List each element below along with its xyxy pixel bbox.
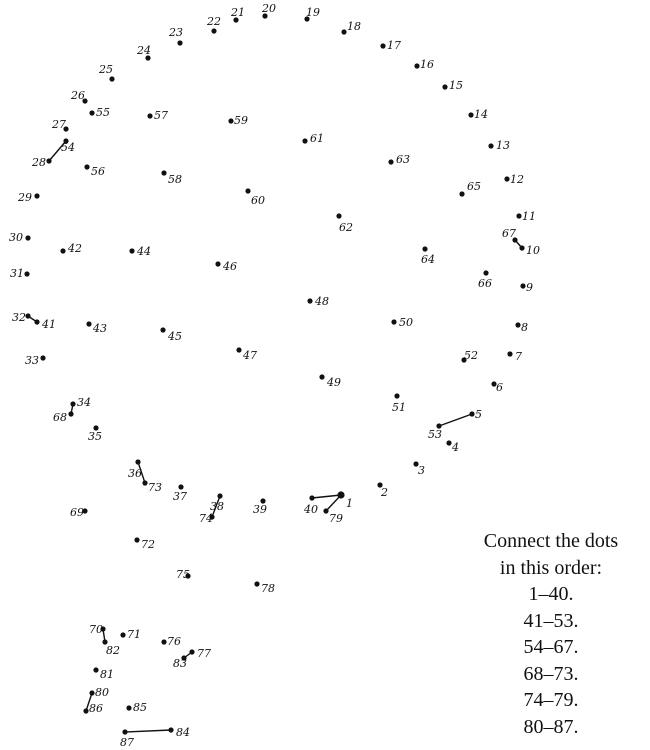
dot-marker[interactable] bbox=[336, 213, 341, 218]
dot-marker[interactable] bbox=[178, 484, 183, 489]
dot-53[interactable] bbox=[428, 423, 442, 441]
dot-17[interactable] bbox=[380, 39, 401, 52]
dot-78[interactable] bbox=[254, 581, 275, 595]
dot-number-label: 38 bbox=[210, 500, 224, 513]
dot-marker[interactable] bbox=[25, 313, 30, 318]
dot-27[interactable] bbox=[51, 118, 69, 132]
dot-number-label: 14 bbox=[474, 108, 488, 121]
dot-47[interactable] bbox=[236, 347, 257, 362]
dot-29[interactable] bbox=[17, 191, 40, 204]
dot-marker[interactable] bbox=[147, 113, 152, 118]
dot-18[interactable] bbox=[341, 20, 361, 35]
dot-marker[interactable] bbox=[160, 327, 165, 332]
dot-number-label: 73 bbox=[148, 481, 162, 494]
dot-61[interactable] bbox=[302, 132, 324, 145]
dot-marker[interactable] bbox=[302, 138, 307, 143]
dot-marker[interactable] bbox=[388, 159, 393, 164]
dot-41[interactable] bbox=[34, 318, 56, 331]
dot-45[interactable] bbox=[160, 327, 182, 343]
dot-marker[interactable] bbox=[391, 319, 396, 324]
dot-marker[interactable] bbox=[483, 270, 488, 275]
dot-marker[interactable] bbox=[177, 40, 182, 45]
dot-3[interactable] bbox=[413, 461, 425, 477]
dot-number-label: 68 bbox=[53, 411, 67, 424]
dot-55[interactable] bbox=[89, 106, 110, 119]
dot-4[interactable] bbox=[446, 440, 459, 454]
dot-39[interactable] bbox=[253, 498, 267, 516]
dot-marker[interactable] bbox=[93, 667, 98, 672]
dot-6[interactable] bbox=[491, 381, 503, 394]
dot-marker[interactable] bbox=[25, 235, 30, 240]
dot-number-label: 80 bbox=[95, 686, 109, 699]
dot-number-label: 37 bbox=[173, 490, 187, 503]
dot-63[interactable] bbox=[388, 153, 410, 166]
dot-marker[interactable] bbox=[70, 401, 75, 406]
dot-number-label: 41 bbox=[42, 318, 56, 331]
dot-number-label: 74 bbox=[199, 512, 213, 525]
segment-1-40 bbox=[312, 495, 341, 498]
dot-number-label: 19 bbox=[306, 6, 320, 19]
dot-number-label: 26 bbox=[71, 89, 85, 102]
dot-marker[interactable] bbox=[468, 112, 473, 117]
dot-8[interactable] bbox=[515, 321, 528, 334]
dot-number-label: 39 bbox=[253, 503, 267, 516]
dot-56[interactable] bbox=[84, 164, 105, 178]
dot-76[interactable] bbox=[161, 635, 181, 648]
dot-5[interactable] bbox=[469, 408, 482, 421]
dot-marker[interactable] bbox=[488, 143, 493, 148]
dot-number-label: 10 bbox=[526, 244, 540, 257]
dot-33[interactable] bbox=[25, 354, 46, 367]
dot-11[interactable] bbox=[516, 210, 536, 223]
dot-15[interactable] bbox=[442, 79, 463, 92]
dot-number-label: 65 bbox=[467, 180, 481, 193]
dot-9[interactable] bbox=[520, 281, 533, 294]
dot-marker[interactable] bbox=[217, 493, 222, 498]
instructions-heading-line-1: Connect the dots bbox=[483, 530, 619, 552]
dot-number-label: 60 bbox=[251, 194, 265, 207]
dot-31[interactable] bbox=[10, 267, 30, 280]
dot-marker[interactable] bbox=[109, 76, 114, 81]
dot-number-label: 72 bbox=[141, 538, 155, 551]
dot-number-label: 16 bbox=[420, 58, 434, 71]
dot-marker[interactable] bbox=[515, 322, 520, 327]
dot-26[interactable] bbox=[70, 89, 88, 104]
dot-number-label: 78 bbox=[261, 582, 275, 595]
dot-marker[interactable] bbox=[84, 164, 89, 169]
dot-marker[interactable] bbox=[161, 170, 166, 175]
instructions-heading-line-2: in this order: bbox=[499, 556, 603, 579]
dot-marker[interactable] bbox=[40, 355, 45, 360]
dot-43[interactable] bbox=[86, 321, 107, 335]
dot-marker[interactable] bbox=[469, 411, 474, 416]
dot-number-label: 6 bbox=[496, 381, 503, 394]
dot-marker[interactable] bbox=[122, 729, 127, 734]
dot-number-label: 3 bbox=[418, 464, 425, 477]
dot-14[interactable] bbox=[468, 108, 488, 121]
dot-number-label: 81 bbox=[100, 668, 114, 681]
dot-number-label: 47 bbox=[243, 349, 257, 362]
dot-30[interactable] bbox=[9, 231, 31, 244]
dot-10[interactable] bbox=[519, 244, 540, 257]
dot-number-label: 62 bbox=[339, 221, 353, 234]
dot-number-label: 13 bbox=[496, 139, 510, 152]
dot-32[interactable] bbox=[12, 311, 31, 324]
dot-marker[interactable] bbox=[519, 245, 524, 250]
dot-marker[interactable] bbox=[89, 110, 94, 115]
segment-53-5 bbox=[439, 414, 472, 426]
dot-82[interactable] bbox=[102, 639, 120, 657]
dot-16[interactable] bbox=[414, 58, 434, 71]
dot-52[interactable] bbox=[461, 349, 478, 363]
dot-62[interactable] bbox=[336, 213, 353, 234]
dot-number-label: 27 bbox=[52, 118, 66, 131]
dot-58[interactable] bbox=[161, 170, 182, 186]
dot-2[interactable] bbox=[377, 482, 388, 499]
dot-66[interactable] bbox=[478, 270, 492, 290]
dot-marker[interactable] bbox=[60, 248, 65, 253]
dot-number-label: 4 bbox=[452, 441, 459, 454]
dot-marker[interactable] bbox=[319, 374, 324, 379]
dot-marker[interactable] bbox=[129, 248, 134, 253]
dot-number-label: 20 bbox=[262, 2, 276, 15]
dot-59[interactable] bbox=[228, 114, 248, 127]
dot-42[interactable] bbox=[60, 242, 82, 255]
dot-marker[interactable] bbox=[189, 649, 194, 654]
dot-number-label: 36 bbox=[128, 467, 142, 480]
dot-marker[interactable] bbox=[337, 491, 344, 498]
dot-number-label: 55 bbox=[96, 106, 110, 119]
dot-84[interactable] bbox=[168, 726, 190, 739]
dot-number-label: 83 bbox=[173, 657, 187, 670]
dot-number-label: 54 bbox=[61, 141, 75, 154]
dot-64[interactable] bbox=[421, 246, 435, 266]
dot-marker[interactable] bbox=[394, 393, 399, 398]
dot-marker[interactable] bbox=[254, 581, 259, 586]
dot-79[interactable] bbox=[323, 508, 343, 525]
dot-19[interactable] bbox=[304, 6, 320, 22]
instructions-panel bbox=[465, 528, 637, 740]
pre-drawn-segments bbox=[28, 141, 522, 732]
dot-1[interactable] bbox=[337, 491, 353, 510]
dot-74[interactable] bbox=[199, 512, 215, 525]
dot-number-label: 49 bbox=[327, 376, 341, 389]
dot-number-label: 17 bbox=[387, 39, 401, 52]
dot-marker[interactable] bbox=[34, 193, 39, 198]
dot-number-label: 24 bbox=[137, 44, 151, 57]
dot-number-label: 9 bbox=[526, 281, 533, 294]
dot-number-label: 76 bbox=[167, 635, 181, 648]
dot-number-label: 42 bbox=[68, 242, 82, 255]
dot-number-label: 75 bbox=[176, 568, 190, 581]
dot-68[interactable] bbox=[53, 411, 74, 424]
dot-number-label: 70 bbox=[89, 623, 103, 636]
dot-number-label: 64 bbox=[421, 253, 435, 266]
dot-number-label: 18 bbox=[347, 20, 361, 33]
dot-number-label: 12 bbox=[510, 173, 524, 186]
dot-25[interactable] bbox=[98, 63, 115, 82]
dot-number-label: 33 bbox=[25, 354, 39, 367]
dot-36[interactable] bbox=[128, 459, 142, 480]
dot-marker[interactable] bbox=[126, 705, 131, 710]
dot-number-label: 53 bbox=[428, 428, 442, 441]
dot-number-label: 48 bbox=[315, 295, 329, 308]
dot-number-label: 86 bbox=[89, 702, 103, 715]
dot-marker[interactable] bbox=[309, 495, 314, 500]
dot-21[interactable] bbox=[230, 6, 245, 23]
dot-81[interactable] bbox=[93, 667, 114, 681]
dot-23[interactable] bbox=[168, 26, 183, 46]
range-6: 80–87. bbox=[523, 715, 579, 738]
dot-number-label: 15 bbox=[449, 79, 463, 92]
dot-54[interactable] bbox=[61, 138, 75, 154]
dot-marker[interactable] bbox=[442, 84, 447, 89]
dot-number-label: 66 bbox=[478, 277, 492, 290]
dot-marker[interactable] bbox=[228, 118, 233, 123]
dot-number-label: 21 bbox=[231, 6, 245, 19]
dot-38[interactable] bbox=[210, 493, 224, 513]
dot-number-label: 28 bbox=[32, 156, 46, 169]
dot-number-label: 40 bbox=[304, 503, 318, 516]
dot-number-label: 71 bbox=[127, 628, 141, 641]
dot-12[interactable] bbox=[504, 173, 524, 186]
dot-number-label: 52 bbox=[464, 349, 478, 362]
dot-60[interactable] bbox=[245, 188, 265, 207]
dot-75[interactable] bbox=[176, 568, 191, 581]
dot-marker[interactable] bbox=[68, 411, 73, 416]
dot-marker[interactable] bbox=[142, 480, 147, 485]
dot-number-label: 43 bbox=[93, 322, 107, 335]
dot-44[interactable] bbox=[129, 245, 151, 258]
dot-marker[interactable] bbox=[236, 347, 241, 352]
dot-number-label: 61 bbox=[310, 132, 324, 145]
dot-number-label: 45 bbox=[168, 330, 182, 343]
dot-marker[interactable] bbox=[215, 261, 220, 266]
dot-number-label: 87 bbox=[120, 736, 134, 749]
dot-83[interactable] bbox=[173, 655, 187, 670]
dot-number-label: 25 bbox=[99, 63, 113, 76]
dot-marker[interactable] bbox=[86, 321, 91, 326]
dot-marker[interactable] bbox=[307, 298, 312, 303]
dot-marker[interactable] bbox=[507, 351, 512, 356]
dot-73[interactable] bbox=[142, 480, 162, 494]
dot-marker[interactable] bbox=[24, 271, 29, 276]
dot-number-label: 46 bbox=[223, 260, 237, 273]
dot-34[interactable] bbox=[70, 396, 91, 409]
dot-35[interactable] bbox=[88, 425, 102, 443]
dot-85[interactable] bbox=[126, 701, 147, 714]
dot-46[interactable] bbox=[215, 260, 237, 273]
dot-number-label: 59 bbox=[234, 114, 248, 127]
dot-50[interactable] bbox=[391, 316, 413, 329]
range-2: 41–53. bbox=[523, 609, 579, 632]
range-3: 54–67. bbox=[523, 636, 579, 658]
dot-24[interactable] bbox=[136, 44, 151, 61]
dot-number-label: 22 bbox=[207, 15, 221, 28]
dot-number-label: 34 bbox=[77, 396, 91, 409]
dot-51[interactable] bbox=[392, 393, 406, 414]
dot-72[interactable] bbox=[134, 537, 155, 551]
dot-number-label: 5 bbox=[475, 408, 482, 421]
dot-7[interactable] bbox=[507, 350, 522, 363]
range-4: 68–73. bbox=[523, 662, 579, 685]
dot-number-label: 44 bbox=[137, 245, 151, 258]
dot-marker[interactable] bbox=[83, 708, 88, 713]
segment-87-84 bbox=[125, 730, 171, 732]
dot-77[interactable] bbox=[189, 647, 211, 660]
dot-marker[interactable] bbox=[459, 191, 464, 196]
dot-number-label: 31 bbox=[10, 267, 24, 280]
dot-69[interactable] bbox=[70, 506, 88, 519]
dot-marker[interactable] bbox=[134, 537, 139, 542]
range-5: 74–79. bbox=[523, 689, 579, 711]
dot-marker[interactable] bbox=[341, 29, 346, 34]
dot-marker[interactable] bbox=[211, 28, 216, 33]
dot-number-label: 29 bbox=[18, 191, 32, 204]
dot-number-label: 85 bbox=[133, 701, 147, 714]
dot-86[interactable] bbox=[83, 702, 103, 715]
dot-28[interactable] bbox=[31, 156, 52, 169]
dot-marker[interactable] bbox=[34, 319, 39, 324]
dot-marker[interactable] bbox=[520, 283, 525, 288]
dot-67[interactable] bbox=[502, 227, 518, 243]
dot-number-label: 23 bbox=[169, 26, 183, 39]
dot-number-label: 82 bbox=[106, 644, 120, 657]
dot-37[interactable] bbox=[173, 484, 187, 503]
dot-marker[interactable] bbox=[422, 246, 427, 251]
dot-marker[interactable] bbox=[135, 459, 140, 464]
dot-number-label: 67 bbox=[502, 227, 516, 240]
dot-number-label: 84 bbox=[176, 726, 190, 739]
dot-marker[interactable] bbox=[245, 188, 250, 193]
dot-number-label: 11 bbox=[522, 210, 536, 223]
dot-marker[interactable] bbox=[380, 43, 385, 48]
dot-22[interactable] bbox=[206, 15, 221, 34]
dot-number-label: 77 bbox=[197, 647, 211, 660]
dot-marker[interactable] bbox=[504, 176, 509, 181]
dot-48[interactable] bbox=[307, 295, 329, 308]
dot-number-label: 57 bbox=[154, 109, 168, 122]
dot-number-label: 69 bbox=[70, 506, 84, 519]
dot-20[interactable] bbox=[261, 2, 276, 19]
dot-13[interactable] bbox=[488, 139, 510, 152]
dot-layer bbox=[9, 2, 540, 749]
dot-marker[interactable] bbox=[516, 213, 521, 218]
dot-number-label: 50 bbox=[399, 316, 413, 329]
dot-number-label: 35 bbox=[88, 430, 102, 443]
dot-number-label: 1 bbox=[346, 497, 353, 510]
dot-number-label: 30 bbox=[9, 231, 23, 244]
dot-71[interactable] bbox=[120, 628, 141, 641]
dot-marker[interactable] bbox=[168, 727, 173, 732]
dot-marker[interactable] bbox=[89, 690, 94, 695]
dot-marker[interactable] bbox=[161, 639, 166, 644]
dot-number-label: 2 bbox=[381, 486, 388, 499]
dot-marker[interactable] bbox=[120, 632, 125, 637]
dot-number-label: 7 bbox=[515, 350, 522, 363]
dot-number-label: 56 bbox=[91, 165, 105, 178]
range-1: 1–40. bbox=[528, 583, 574, 605]
dot-49[interactable] bbox=[319, 374, 341, 389]
dot-number-label: 58 bbox=[168, 173, 182, 186]
dot-57[interactable] bbox=[147, 109, 168, 122]
dot-marker[interactable] bbox=[414, 63, 419, 68]
dot-marker[interactable] bbox=[446, 440, 451, 445]
dot-80[interactable] bbox=[89, 686, 109, 699]
dot-65[interactable] bbox=[459, 180, 481, 197]
dot-40[interactable] bbox=[303, 495, 318, 516]
dot-number-label: 51 bbox=[392, 401, 406, 414]
dot-number-label: 32 bbox=[12, 311, 26, 324]
dot-number-label: 79 bbox=[329, 512, 343, 525]
dot-marker[interactable] bbox=[46, 158, 51, 163]
dot-marker[interactable] bbox=[323, 508, 328, 513]
dot-number-label: 8 bbox=[521, 321, 528, 334]
dot-number-label: 63 bbox=[396, 153, 410, 166]
